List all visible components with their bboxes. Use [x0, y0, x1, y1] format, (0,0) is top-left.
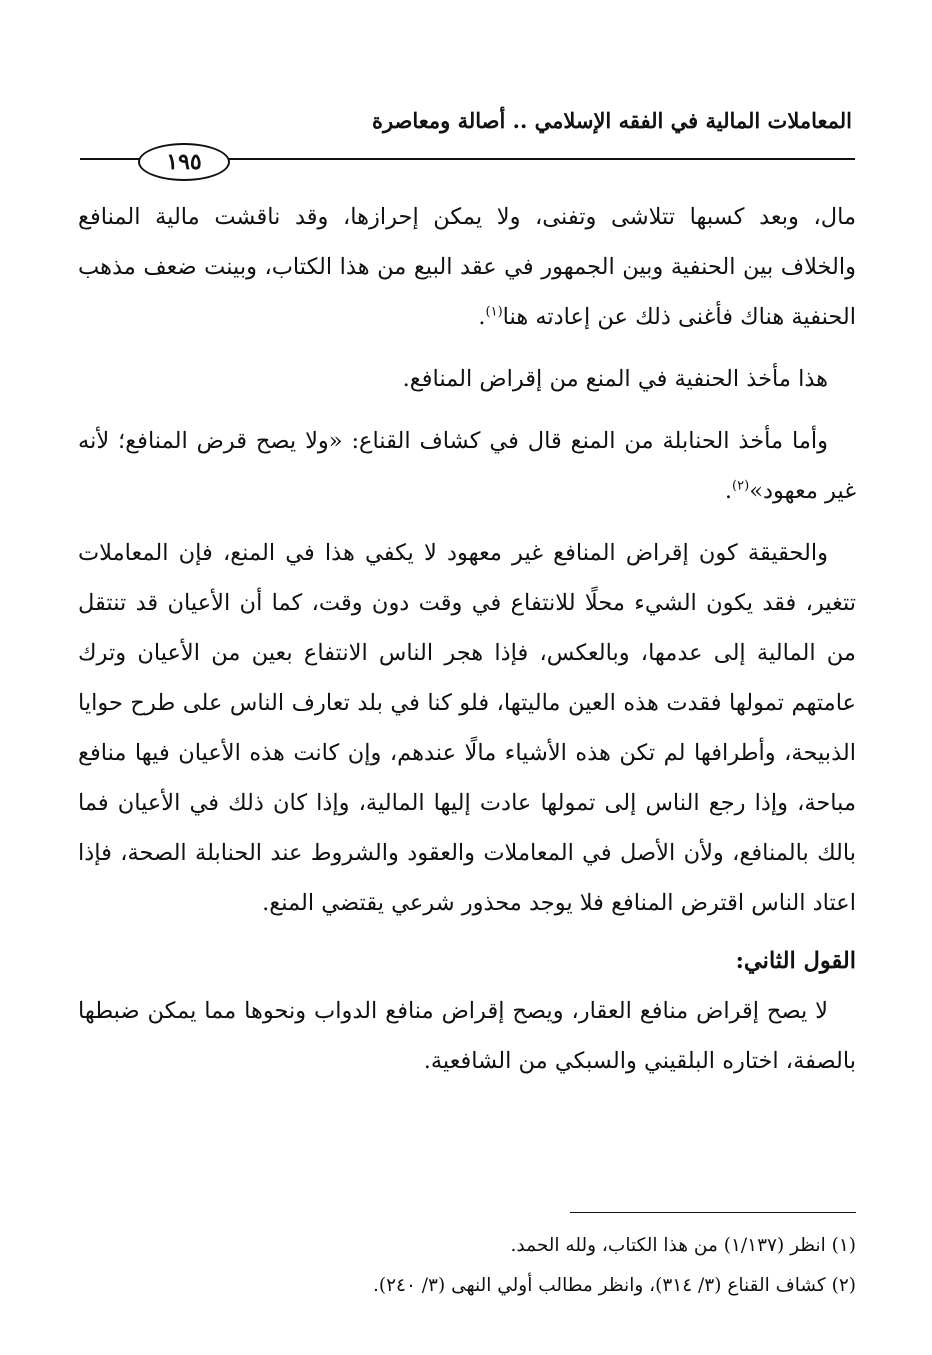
footnotes: [78, 1226, 856, 1306]
paragraph-4: والحقيقة كون إقراض المنافع غير معهود لا يكفي هذا في المنع، فإن المعاملات تتغير، فقد يكون الشيء محلًا للانتفاع في وقت دون وقت، كما أن الأعيان قد تنتقل من المالية إلى عدمها، وبالعكس، فإذا هجر الناس الانتفاع بعين من الأعيان وترك عامتهم تمولها فقدت هذه العين ماليتها، فلو كنا في بلد تعارف الناس على طرح حوايا الذبيحة، وأطرافها لم تكن هذه الأشياء مالًا عندهم، وإن كانت هذه الأعيان فيها منافع مباحة، وإذا رجع الناس إلى تمولها عادت إليها المالية، وإذا كان ذلك في الأعيان فما بالك بالمنافع، ولأن الأصل في المعاملات والعقود والشروط عند الحنابلة الصحة، فإذا اعتاد الناس اقترض المنافع فلا يوجد محذور شرعي يقتضي المنع.: [78, 540, 856, 916]
paragraph-5: لا يصح إقراض منافع العقار، ويصح إقراض منافع الدواب ونحوها مما يمكن ضبطها بالصفة، اختاره البلقيني والسبكي من الشافعية.: [78, 998, 856, 1074]
paragraph-3-text: وأما مأخذ الحنابلة من المنع قال في كشاف القناع: «ولا يصح قرض المنافع؛ لأنه غير معهود»: [78, 428, 856, 504]
paragraph-1: [78, 192, 856, 342]
paragraph-1-end: .: [478, 304, 486, 330]
paragraph-2: هذا مأخذ الحنفية في المنع من إقراض المنافع.: [402, 366, 828, 392]
running-header-title: المعاملات المالية في الفقه الإسلامي .. أصالة ومعاصرة: [371, 108, 852, 133]
footnote-marker-2: (٢): [732, 478, 750, 494]
paragraph-3-end: .: [724, 478, 733, 504]
paragraph-1-text: مال، وبعد كسبها تتلاشى وتفنى، ولا يمكن إحرازها، وقد ناقشت مالية المنافع والخلاف بين الحنفية وبين الجمهور في عقد البيع من هذا الكتاب، وبينت ضعف مذهب الحنفية هناك فأغنى ذلك عن إعادته هنا: [78, 204, 856, 330]
main-text: [78, 192, 856, 1086]
footnote-2: (٢) كشاف القناع (٣/ ٣١٤)، وانظر مطالب أولي النهى (٣/ ٢٤٠).: [372, 1275, 856, 1296]
paragraph-3: [78, 416, 856, 516]
section-heading: القول الثاني:: [735, 948, 856, 974]
footnote-1: (١) انظر (١/١٣٧) من هذا الكتاب، ولله الحمد.: [510, 1235, 856, 1256]
footnote-rule: [570, 1212, 856, 1213]
page-number: ١٩٥: [138, 143, 230, 181]
footnote-marker-1: (١): [485, 304, 503, 320]
